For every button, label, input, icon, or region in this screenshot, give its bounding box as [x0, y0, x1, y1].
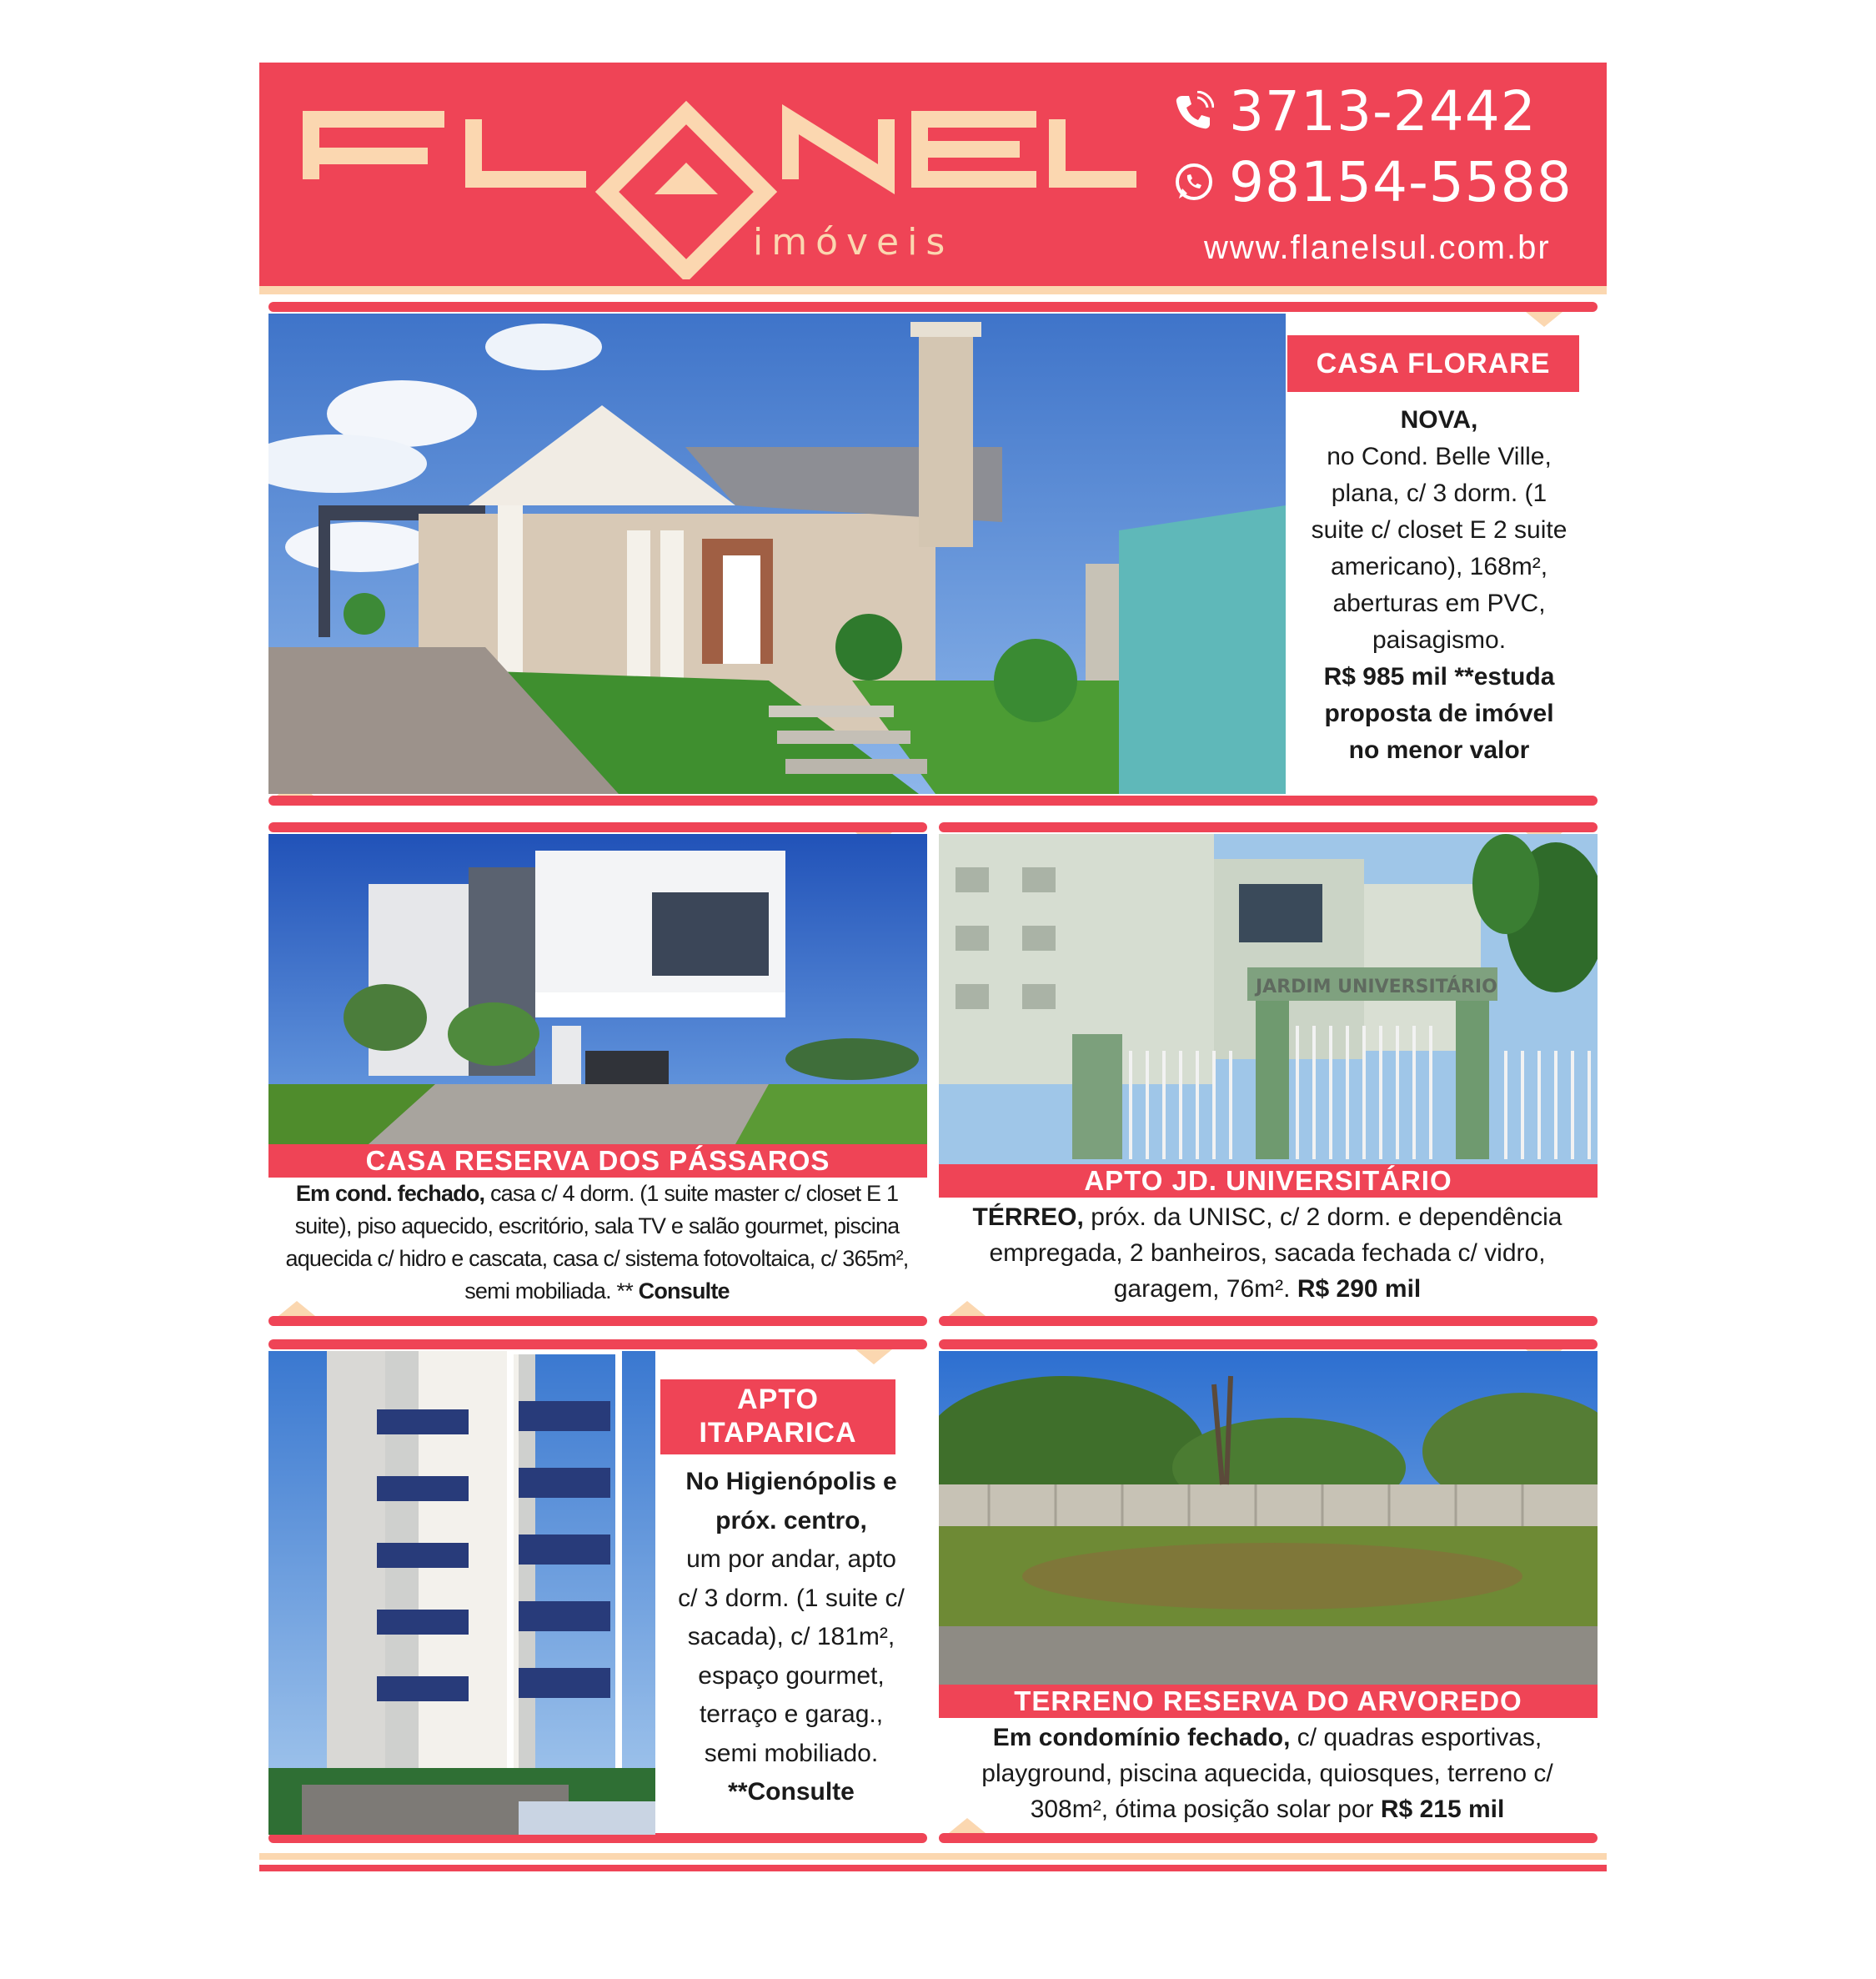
listing-photo: [268, 314, 1286, 794]
phone-icon: [1172, 91, 1214, 133]
listing-photo: [268, 1351, 655, 1835]
listing-terreno-reserva-arvoredo[interactable]: [939, 1339, 1598, 1843]
logo-wordmark: [303, 96, 1136, 279]
listing-title-line: ITAPARICA: [699, 1417, 857, 1449]
listing-title: APTO JD. UNIVERSITÁRIO: [939, 1164, 1598, 1198]
desc-lead: TÉRREO,: [972, 1203, 1084, 1231]
building-sign: JARDIM UNIVERSITÁRIO: [1256, 977, 1497, 997]
logo-subtitle: imóveis: [753, 221, 954, 264]
listing-description: [951, 1720, 1584, 1827]
card-bottom-bar: [268, 1316, 927, 1326]
desc-line: proposta de imóvel: [1324, 700, 1554, 727]
desc-line: no menor valor: [1348, 736, 1530, 764]
desc-line: R$ 985 mil **estuda: [1323, 663, 1555, 691]
listing-title: CASA FLORARE: [1287, 335, 1579, 392]
header-banner: [259, 63, 1607, 286]
listing-photo: [939, 1351, 1598, 1685]
desc-line: suite c/ closet E 2 suite: [1311, 516, 1568, 544]
desc-line: semi mobiliado.: [704, 1739, 879, 1767]
desc-line: **Consulte: [728, 1778, 855, 1806]
desc-line: NOVA,: [1400, 406, 1478, 434]
desc-text: casa c/ 4 dorm. (1 suite master c/ closet E 1 suite), piso aquecido, escritório, sala TV e salão gourmet, piscina aquecida c/ hidro e cascata, casa c/ sistema fotovoltaica, c/ 365m², semi mobiliada. **: [285, 1181, 909, 1303]
desc-text: c/ quadras esportivas, playground, piscina aquecida, quiosques, terreno c/ 308m², ótima posição solar por: [981, 1724, 1553, 1823]
desc-lead: Em cond. fechado,: [295, 1181, 485, 1206]
desc-lead: Em condomínio fechado,: [992, 1724, 1291, 1751]
desc-line: plana, c/ 3 dorm. (1: [1331, 480, 1547, 507]
footer-stripe-primary: [259, 1865, 1607, 1871]
desc-line: aberturas em PVC,: [1332, 590, 1546, 617]
card-top-bar: [268, 1339, 927, 1349]
website-link[interactable]: www.flanelsul.com.br: [1204, 229, 1551, 266]
desc-text: próx. da UNISC, c/ 2 dorm. e dependência empregada, 2 banheiros, sacada fechada c/ vidro, garagem, 76m².: [989, 1203, 1562, 1303]
desc-line: sacada), c/ 181m²,: [687, 1623, 895, 1650]
corner-triangle: [1526, 312, 1562, 327]
house-photo: [268, 834, 927, 1144]
listing-title: CASA RESERVA DOS PÁSSAROS: [268, 1144, 927, 1178]
listing-description: [1287, 402, 1591, 769]
listing-casa-reserva-passaros[interactable]: [268, 822, 927, 1326]
land-photo: [939, 1351, 1598, 1685]
desc-line: paisagismo.: [1372, 626, 1507, 654]
listing-casa-florare[interactable]: [268, 302, 1598, 806]
phone-number: 3713-2442: [1229, 79, 1537, 143]
card-top-bar: [268, 302, 1598, 312]
listing-description: [272, 1178, 922, 1308]
desc-tail: R$ 215 mil: [1380, 1796, 1505, 1823]
desc-line: americano), 168m²,: [1330, 553, 1548, 580]
listing-description: [655, 1463, 927, 1812]
contact-block: [1172, 79, 1606, 267]
card-bottom-bar: [939, 1833, 1598, 1843]
card-top-bar: [939, 822, 1598, 832]
desc-line: espaço gourmet,: [698, 1661, 885, 1690]
card-bottom-bar: [939, 1316, 1598, 1326]
footer-stripe-accent: [259, 1853, 1607, 1860]
listing-photo: [268, 834, 927, 1144]
corner-triangle: [855, 1349, 892, 1364]
desc-line: um por andar, apto: [686, 1545, 896, 1573]
desc-line: No Higienópolis e: [685, 1468, 897, 1495]
desc-line: no Cond. Belle Ville,: [1327, 443, 1552, 470]
desc-line: c/ 3 dorm. (1 suite c/: [678, 1584, 905, 1612]
whatsapp-number: 98154-5588: [1229, 150, 1573, 214]
building-photo: [939, 834, 1598, 1164]
building-photo: [268, 1351, 655, 1835]
card-top-bar: [939, 1339, 1598, 1349]
listing-title: [660, 1379, 895, 1454]
desc-line: próx. centro,: [715, 1506, 867, 1534]
listing-apto-itaparica[interactable]: [268, 1339, 927, 1843]
whatsapp-icon: [1172, 162, 1214, 203]
header-stripe: [259, 286, 1607, 294]
house-photo: [268, 314, 1286, 794]
desc-tail: R$ 290 mil: [1297, 1275, 1422, 1303]
brand-logo: [303, 96, 1136, 279]
desc-line: terraço e garag.,: [699, 1700, 884, 1728]
phone-line[interactable]: [1172, 79, 1606, 143]
listing-title: TERRENO RESERVA DO ARVOREDO: [939, 1685, 1598, 1718]
listing-photo: [939, 834, 1598, 1164]
listing-title-line: APTO: [737, 1384, 819, 1415]
whatsapp-line[interactable]: [1172, 150, 1606, 214]
desc-tail: Consulte: [638, 1278, 730, 1303]
listing-description: [951, 1199, 1584, 1307]
listing-apto-jd-universitario[interactable]: [939, 822, 1598, 1326]
card-bottom-bar: [268, 796, 1598, 806]
card-top-bar: [268, 822, 927, 832]
